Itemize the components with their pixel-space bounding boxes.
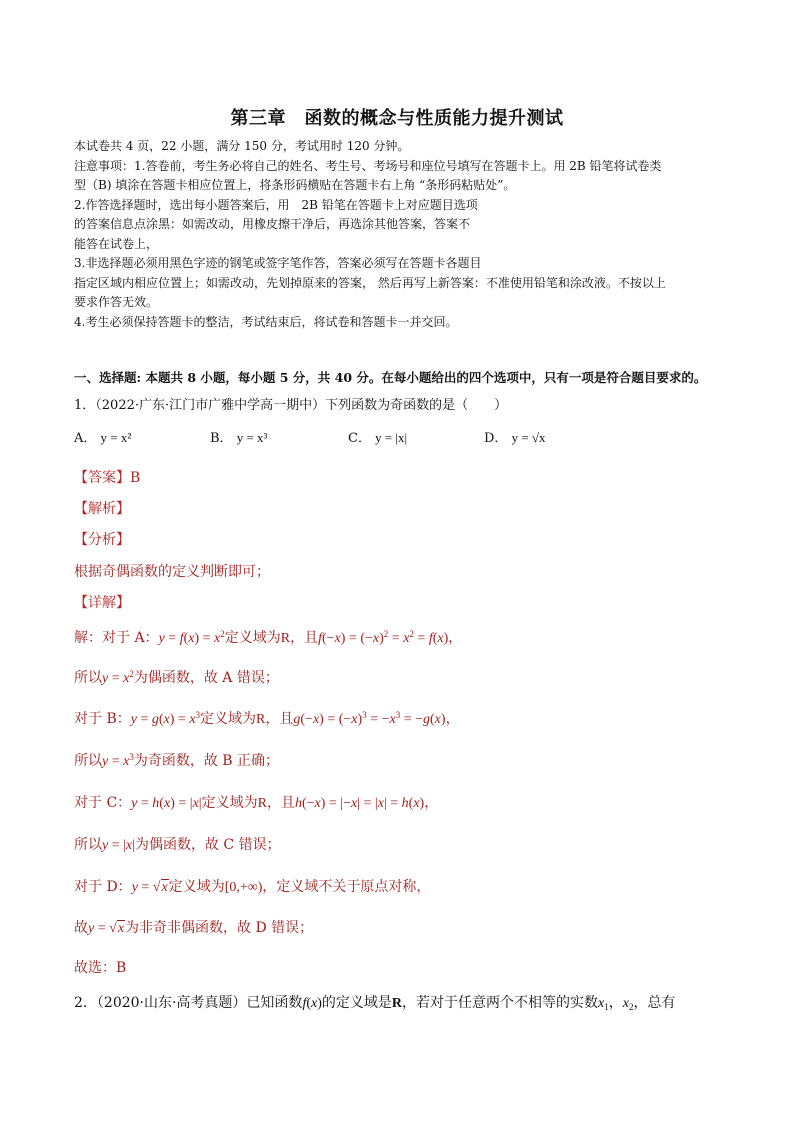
- answer-tag: 【答案】B: [74, 470, 141, 486]
- fenxi-tag: 【分析】: [74, 532, 130, 548]
- detail-line-d1: 对于 D：y = √x定义域为[0,+∞)，定义域不关于原点对称，: [74, 879, 431, 895]
- notice-line: 注意事项：1.答卷前，考生务必将自己的姓名、考生号、考场号和座位号填写在答题卡上。用 2B 铅笔将试卷类: [74, 158, 662, 173]
- option-expression: y = x²: [100, 430, 132, 445]
- section-heading: 一、选择题: 本题共 8 小题，每小题 5 分，共 40 分。在每小题给出的四个选项中，只有一项是符合题目要求的。: [74, 370, 707, 385]
- detail-line-d2: 故y = √x为非奇非偶函数，故 D 错误；: [74, 920, 314, 936]
- question-2-stem: 2．（2020·山东·高考真题）已知函数f(x)的定义域是R，若对于任意两个不相等的实数$x_1$，$x_2$，总有: [74, 995, 676, 1012]
- notice-line: 要求作答无效。: [74, 295, 159, 309]
- notice-line: 型（B) 填涂在答题卡相应位置上，将条形码横贴在答题卡右上角 “条形码粘贴处”。: [74, 178, 516, 192]
- analysis-tag: 【解析】: [74, 501, 130, 517]
- conclusion: 故选：B: [74, 960, 127, 976]
- fenxi-text: 根据奇偶函数的定义判断即可；: [74, 564, 270, 580]
- notice-line: 的答案信息点涂黑：如需改动，用橡皮擦干净后，再选涂其他答案，答案不: [74, 217, 471, 231]
- detail-line-c2: 所以y = |x|为偶函数，故 C 错误；: [74, 837, 281, 853]
- notice-line: 能答在试卷上，: [74, 236, 159, 251]
- notice-line: 指定区域内相应位置上；如需改动，先划掉原来的答案， 然后再写上新答案：不准使用铅笔和涂改液。不按以上: [74, 275, 666, 290]
- detail-line-b2: 所以$y = x^3$为奇函数，故 B 正确；: [74, 752, 280, 769]
- detail-line-a1: 解：对于 A：$y = f(x) = x^2$定义域为R，且$f(-x) = (-x)^2 = x^2 = f(x)$，: [74, 629, 463, 646]
- notice-line: 3.非选择题必须用黑色字迹的钢笔或签字笔作答，答案必须写在答题卡各题目: [74, 256, 482, 270]
- option-a: A． y = x²: [74, 430, 132, 446]
- question-1-stem: 1．（2022·广东·江门市广雅中学高一期中）下列函数为奇函数的是（ ）: [74, 398, 508, 413]
- detail-line-c1: 对于 C：y = h(x) = |x|定义域为R，且h(−x) = |−x| = |x| = h(x)，: [74, 795, 439, 811]
- option-c: C． y = |x|: [348, 430, 408, 446]
- page-title: 第三章 函数的概念与性质能力提升测试: [230, 108, 564, 129]
- option-expression: y = √x: [511, 430, 546, 445]
- option-d: D． y = √x: [484, 430, 546, 446]
- detail-tag: 【详解】: [74, 595, 130, 611]
- detail-line-b1: 对于 B：$y = g(x) = x^3$定义域为R，且$g(-x) = (-x)^3 = -x^3 = -g(x)$，: [74, 710, 460, 727]
- option-b: B． y = x³: [210, 430, 268, 446]
- notice-line: 本试卷共 4 页，22 小题，满分 150 分，考试用时 120 分钟。: [74, 139, 410, 153]
- notice-line: 2.作答选择题时，选出每小题答案后，用 2B 铅笔在答题卡上对应题目选项: [74, 197, 478, 212]
- exam-notice: [74, 137, 724, 332]
- question-1-options: [74, 427, 734, 449]
- option-expression: y = |x|: [375, 430, 408, 445]
- option-expression: y = x³: [236, 430, 268, 445]
- detail-line-a2: 所以$y = x^2$为偶函数，故 A 错误；: [74, 669, 279, 686]
- notice-line: 4.考生必须保持答题卡的整洁，考试结束后，将试卷和答题卡一并交回。: [74, 314, 458, 329]
